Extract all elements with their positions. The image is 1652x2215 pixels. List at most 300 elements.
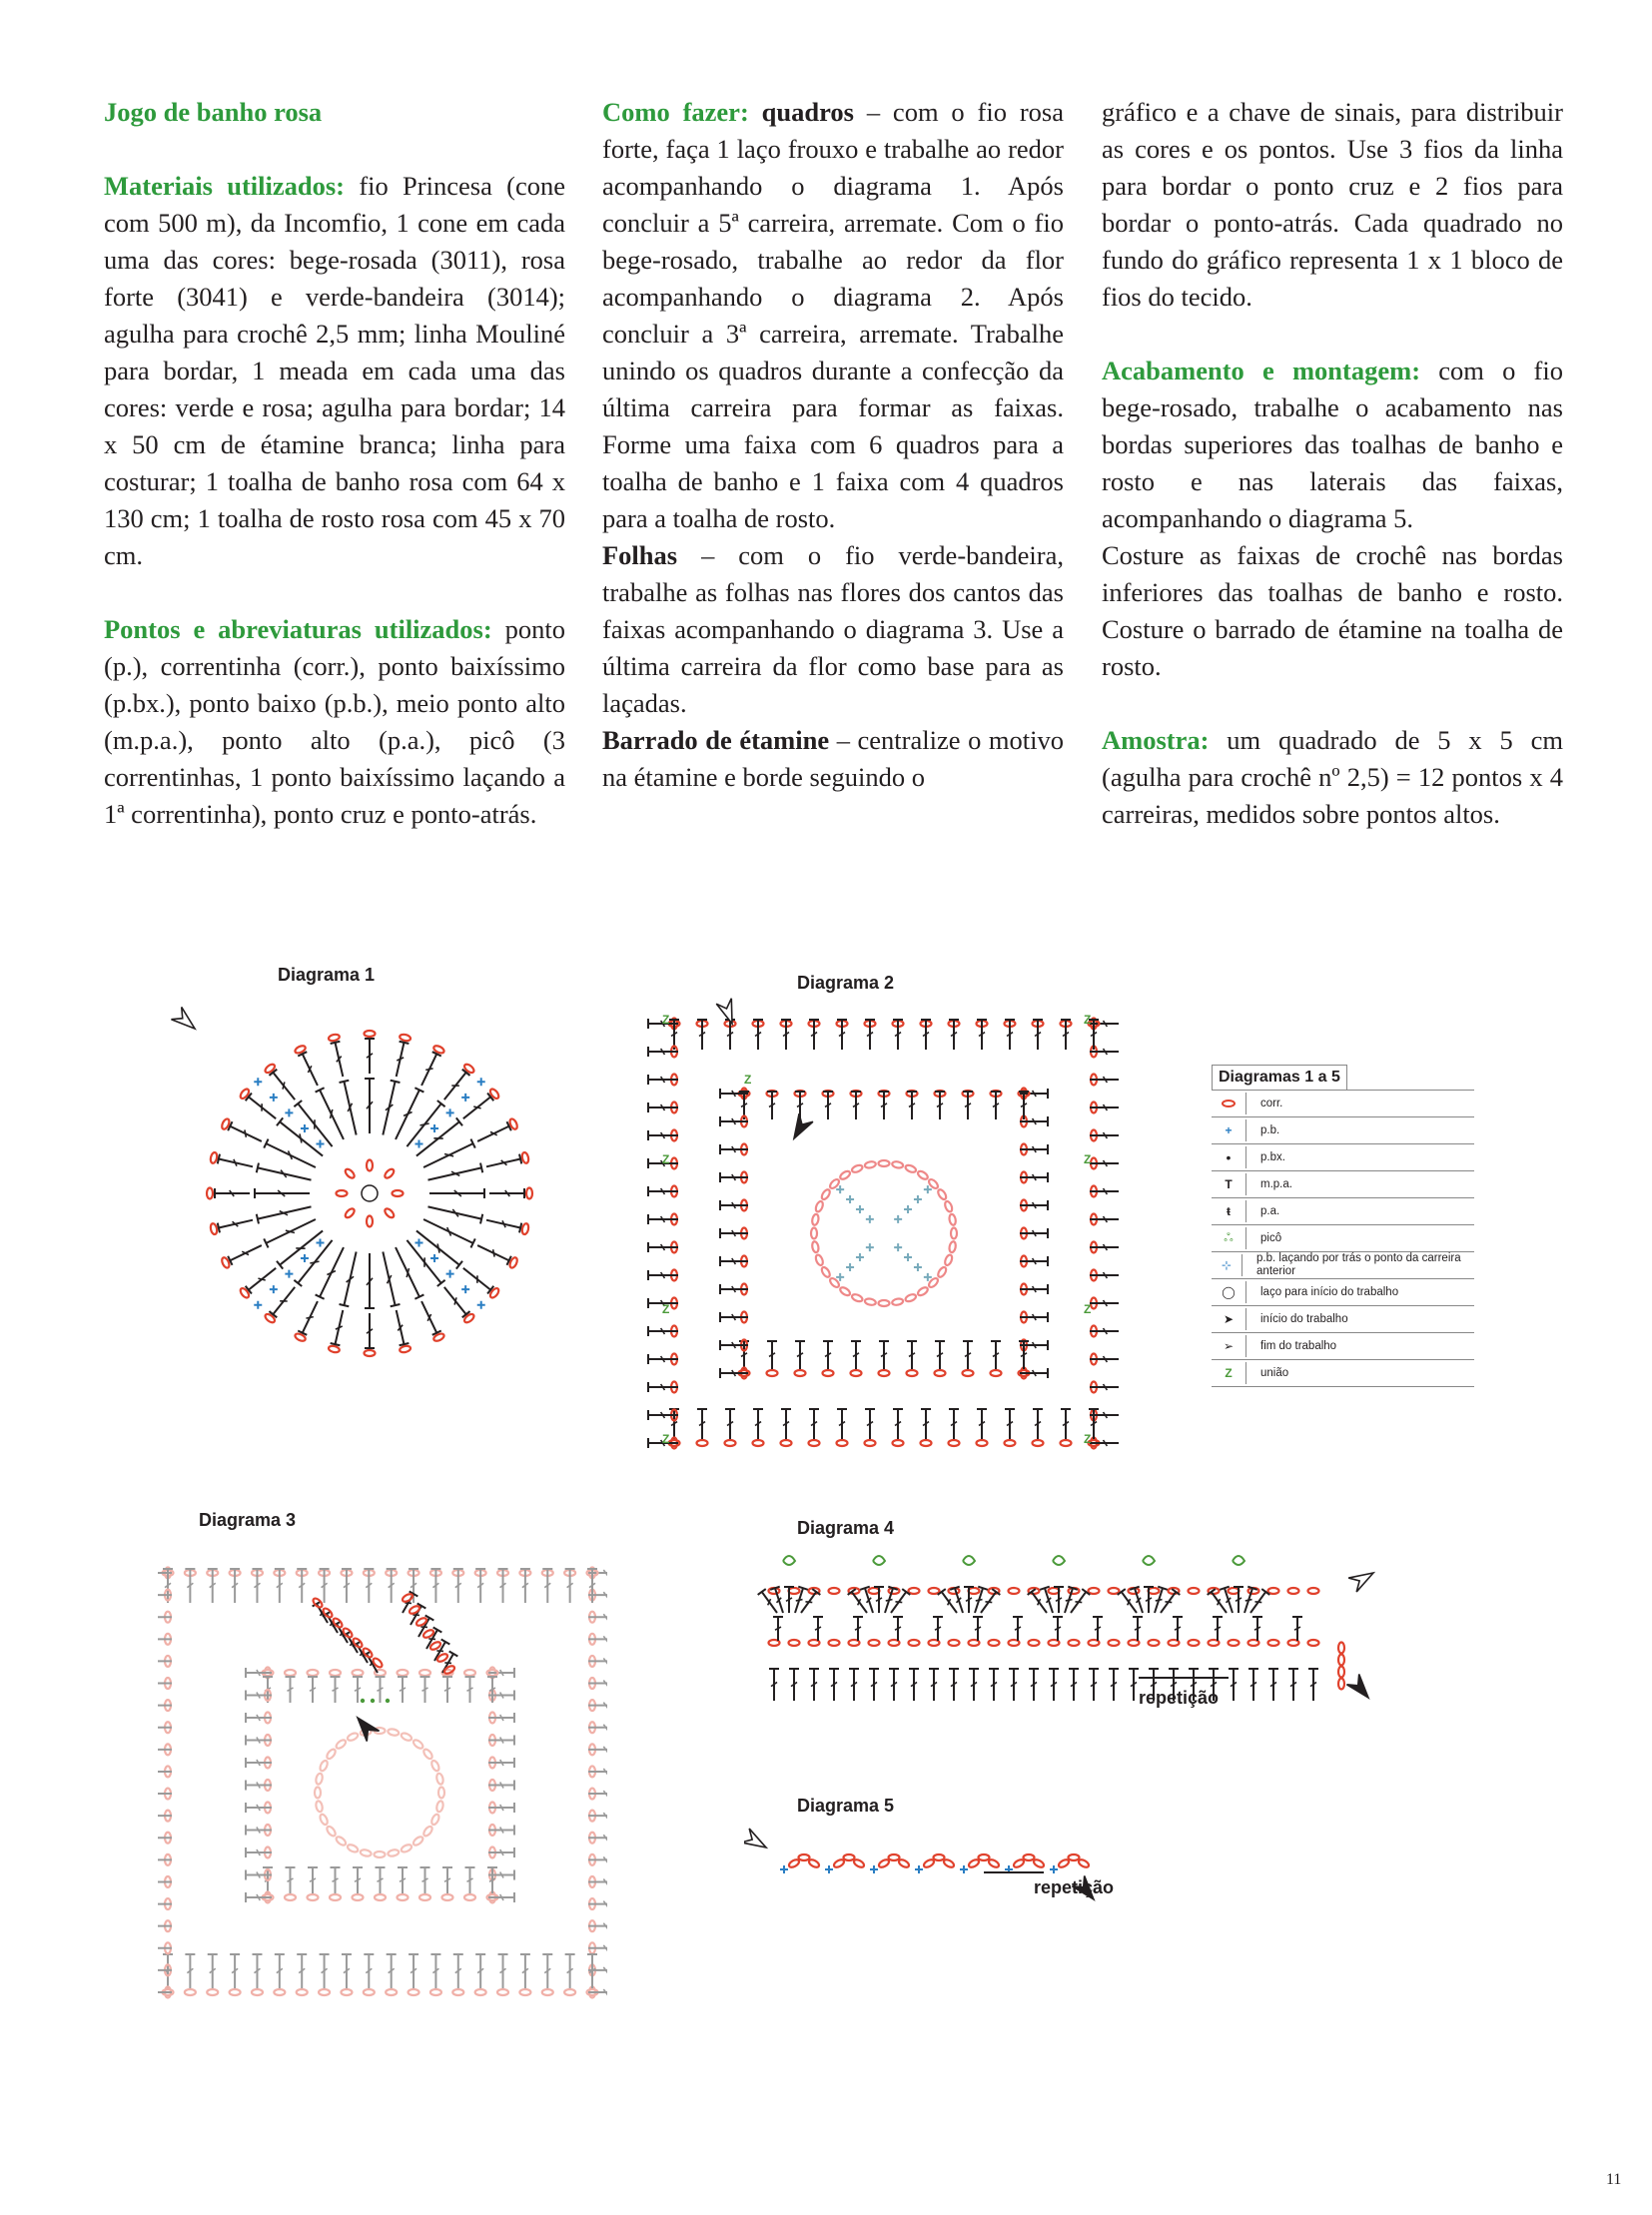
picot-icon <box>1233 1556 1244 1565</box>
chain-mark <box>412 1739 423 1751</box>
post-stitch-mark <box>286 1677 296 1703</box>
post-stitch-mark <box>1020 1228 1048 1238</box>
post-stitch-mark <box>498 1954 508 1988</box>
chain-mark <box>828 1177 840 1189</box>
post-stitch-mark <box>475 1569 485 1603</box>
post-stitch-mark <box>1213 1617 1223 1641</box>
post-stitch-mark <box>228 1241 264 1265</box>
chain-mark <box>308 1670 319 1676</box>
post-stitch-mark <box>331 1309 349 1345</box>
post-stitch-mark <box>1229 1669 1239 1701</box>
plus-stitch-mark <box>254 1078 262 1086</box>
chain-mark <box>330 1670 341 1676</box>
chain-mark <box>341 1989 352 1995</box>
post-stitch-mark <box>320 1954 330 1988</box>
chain-mark <box>430 1760 440 1773</box>
chain-mark <box>865 1440 876 1446</box>
post-stitch-mark <box>417 1299 441 1335</box>
join-z-icon: Z <box>1084 1152 1092 1166</box>
post-stitch-mark <box>487 1867 497 1893</box>
plus-stitch-mark <box>1050 1865 1058 1873</box>
post-stitch-mark <box>1248 1669 1258 1701</box>
chain-mark <box>1069 1640 1080 1646</box>
chain-mark <box>1229 1588 1239 1594</box>
picot-icon <box>1053 1556 1065 1565</box>
post-stitch-mark <box>277 1117 326 1159</box>
chain-mark <box>839 1286 851 1297</box>
chain-mark <box>1308 1640 1319 1646</box>
post-stitch-mark <box>588 1634 607 1644</box>
chain-mark <box>274 1989 285 1995</box>
diagram-4-chart <box>744 1553 1403 1723</box>
chain-mark <box>929 1588 940 1594</box>
post-stitch-mark <box>185 1569 195 1603</box>
chain-mark <box>365 1031 376 1037</box>
post-stitch-mark <box>246 1781 272 1791</box>
chain-mark <box>809 1440 820 1446</box>
legend-table <box>1212 1090 1474 1387</box>
diagram-4-title: Diagrama 4 <box>797 1518 895 1538</box>
post-stitch-mark <box>185 1954 195 1988</box>
chain-mark <box>789 1640 800 1646</box>
post-stitch-mark <box>340 1081 362 1136</box>
chain-mark <box>285 1894 296 1900</box>
chain-mark <box>207 1188 213 1199</box>
post-stitch-mark <box>588 1612 607 1622</box>
chain-mark <box>869 1640 880 1646</box>
stitches-heading: Pontos e abreviaturas utilizados: <box>104 614 492 644</box>
post-stitch-mark <box>879 1341 889 1369</box>
plus-stitch-mark <box>894 1243 902 1251</box>
post-stitch-mark <box>1268 1669 1278 1701</box>
post-stitch-mark <box>294 1101 336 1149</box>
post-stitch-mark <box>989 1669 999 1701</box>
post-stitch-mark <box>753 1409 763 1439</box>
chain-mark <box>497 1989 508 1995</box>
post-stitch-mark <box>769 1669 779 1701</box>
chain-mark <box>851 1293 863 1303</box>
legend-row <box>1212 1306 1474 1333</box>
chain-mark <box>1268 1588 1279 1594</box>
post-stitch-mark <box>1020 1284 1048 1294</box>
post-stitch-mark <box>753 1020 763 1050</box>
plus-stitch-mark <box>301 1124 309 1132</box>
post-stitch-mark <box>949 1669 959 1701</box>
post-stitch-mark <box>404 1237 445 1286</box>
chain-mark <box>521 1151 529 1163</box>
post-stitch-mark <box>1061 1409 1071 1439</box>
post-stitch-mark <box>1252 1617 1262 1641</box>
post-stitch-mark <box>1020 1312 1048 1322</box>
post-stitch-mark <box>1292 1617 1302 1641</box>
plus-stitch-mark <box>430 1124 438 1132</box>
post-stitch-mark <box>929 1669 939 1701</box>
post-stitch-mark <box>353 1677 363 1703</box>
post-stitch-mark <box>853 1617 863 1641</box>
post-stitch-mark <box>588 1679 607 1689</box>
post-stitch-mark <box>246 1758 272 1768</box>
post-stitch-mark <box>277 1227 326 1269</box>
chain-mark <box>464 1670 475 1676</box>
post-stitch-mark <box>697 1020 707 1050</box>
post-stitch-mark <box>453 1569 463 1603</box>
post-stitch-mark <box>429 1188 484 1198</box>
post-stitch-mark <box>488 1781 514 1791</box>
post-stitch-mark <box>1173 1617 1183 1641</box>
join-z-icon: Z <box>662 1013 670 1027</box>
post-stitch-mark <box>648 1186 678 1196</box>
start-arrow-icon <box>744 1829 770 1854</box>
post-stitch-mark <box>1033 1409 1043 1439</box>
chain-mark <box>1109 1588 1120 1594</box>
plus-stitch-mark <box>960 1865 968 1873</box>
finishing-heading: Acabamento e montagem: <box>1102 356 1421 385</box>
post-stitch-mark <box>331 1867 341 1893</box>
post-stitch-mark <box>837 1020 847 1050</box>
post-stitch-mark <box>1020 1172 1048 1182</box>
post-stitch-mark <box>949 1020 959 1050</box>
chain-mark <box>944 1254 954 1266</box>
plus-stitch-mark <box>446 1270 454 1278</box>
picot-icon <box>1143 1556 1155 1565</box>
chain-mark <box>823 1370 834 1376</box>
post-stitch-mark <box>697 1409 707 1439</box>
post-stitch-mark <box>488 1713 514 1723</box>
end-arrow-icon <box>787 1113 813 1142</box>
chain-mark <box>927 1177 939 1189</box>
chain-mark <box>401 1844 413 1853</box>
post-stitch-mark <box>1093 1617 1103 1641</box>
chain-mark <box>879 1300 890 1306</box>
post-stitch-mark <box>320 1569 330 1603</box>
post-stitch-mark <box>392 1309 410 1345</box>
chain-mark <box>344 1167 356 1179</box>
post-stitch-mark <box>977 1409 987 1439</box>
legend-label: início do trabalho <box>1260 1312 1348 1325</box>
post-stitch-mark <box>420 1867 430 1893</box>
chain-mark <box>988 1858 1001 1869</box>
chain-mark <box>308 1894 319 1900</box>
post-stitch-mark <box>426 1163 482 1185</box>
post-stitch-mark <box>991 1341 1001 1369</box>
plus-icon: + <box>1212 1119 1246 1141</box>
post-stitch-mark <box>420 1677 430 1703</box>
post-stitch-mark <box>430 1569 440 1603</box>
post-stitch-mark <box>365 1253 375 1308</box>
post-stitch-mark <box>392 1245 424 1299</box>
post-stitch-mark <box>297 1954 307 1988</box>
plus-stitch-mark <box>477 1301 485 1309</box>
legend-label: p.b. laçando por trás o ponto da carreira anterior <box>1256 1252 1461 1277</box>
post-stitch-mark <box>893 1020 903 1050</box>
chain-mark <box>789 1588 800 1594</box>
join-z-icon: Z <box>662 1152 670 1166</box>
post-stitch-mark <box>1029 1669 1039 1701</box>
leaves-text: – com o fio verde-bandeira, trabalhe as folhas nas flores dos cantos das faixas acompanhando o diagrama 3. Use a última carreira da flor como base para as laçadas. <box>602 540 1064 718</box>
finishing-text: com o fio bege-rosado, trabalhe o acabamento nas bordas superiores das toalhas de banho e rosto e nas laterais das faixas, acompanhando o diagrama 5. <box>1102 356 1563 533</box>
post-stitch-mark <box>874 1587 884 1613</box>
post-stitch-mark <box>1053 1617 1063 1641</box>
plus-stitch-mark <box>270 1094 278 1102</box>
post-stitch-mark <box>648 1075 678 1085</box>
post-stitch-mark <box>387 1954 397 1988</box>
plus-stitch-mark <box>430 1254 438 1262</box>
chain-mark <box>943 1858 956 1869</box>
post-stitch-mark <box>488 1826 514 1836</box>
chain-mark <box>521 1223 529 1235</box>
legend-label: união <box>1260 1366 1289 1379</box>
post-stitch-mark <box>648 1103 678 1112</box>
post-stitch-mark <box>1005 1409 1015 1439</box>
post-stitch-mark <box>1090 1186 1119 1196</box>
finishing-paragraph <box>1102 353 1563 537</box>
chain-mark <box>475 1989 486 1995</box>
legend-title: Diagramas 1 a 5 <box>1212 1065 1347 1090</box>
diagram-1-chart <box>170 994 569 1393</box>
post-stitch-mark <box>773 1617 783 1641</box>
chain-mark <box>892 1298 904 1306</box>
chain-mark <box>935 1370 946 1376</box>
post-stitch-mark <box>257 1163 313 1185</box>
post-stitch-mark <box>969 1669 979 1701</box>
legend-label: p.a. <box>1260 1204 1280 1217</box>
plus-stitch-mark <box>846 1195 854 1203</box>
legend-box <box>1212 1065 1474 1387</box>
legend-row <box>1212 1144 1474 1171</box>
post-stitch-mark <box>1133 1617 1143 1641</box>
picot-icon <box>783 1556 795 1565</box>
post-stitch-mark <box>781 1020 791 1050</box>
post-stitch-mark <box>865 1020 875 1050</box>
post-stitch-mark <box>767 1341 777 1369</box>
post-stitch-mark <box>392 1088 424 1141</box>
chain-mark <box>989 1640 1000 1646</box>
post-stitch-mark <box>1090 1382 1119 1392</box>
post-stitch-mark <box>1009 1669 1019 1701</box>
legend-row <box>1212 1252 1474 1279</box>
chain-mark <box>944 1200 954 1212</box>
join-z-icon: Z <box>1084 1302 1092 1316</box>
chain-mark <box>319 1989 330 1995</box>
post-stitch-mark <box>588 1656 607 1666</box>
legend-row <box>1212 1279 1474 1306</box>
post-stitch-mark <box>475 1954 485 1988</box>
post-stitch-mark <box>949 1409 959 1439</box>
chain-mark <box>837 1440 848 1446</box>
end-arrow-icon: ➢ <box>1212 1335 1246 1357</box>
post-stitch-mark <box>316 1088 349 1141</box>
post-stitch-mark <box>829 1669 839 1701</box>
picot-icon <box>873 1556 885 1565</box>
plus-stitch-mark <box>477 1078 485 1086</box>
post-stitch-mark <box>795 1341 805 1369</box>
post-stitch-mark <box>784 1587 794 1613</box>
chain-mark <box>767 1370 778 1376</box>
chain-mark <box>230 1989 241 1995</box>
sample-heading: Amostra: <box>1102 725 1210 755</box>
chain-mark <box>375 1851 386 1857</box>
post-stitch-mark <box>485 1154 521 1172</box>
chain-mark <box>1338 1679 1344 1690</box>
post-stitch-mark <box>331 1042 349 1078</box>
sample-text: um quadrado de 5 x 5 cm (agulha para crochê nº 2,5) = 12 pontos x 4 carreiras, medidos sobre pontos altos. <box>1102 725 1563 829</box>
chain-mark <box>365 1350 376 1356</box>
article-title: Jogo de banho rosa <box>104 97 323 127</box>
chain-mark <box>934 1854 945 1860</box>
post-stitch-mark <box>286 1867 296 1893</box>
post-stitch-mark <box>475 1121 511 1145</box>
chain-mark <box>297 1989 308 1995</box>
post-stitch-mark <box>376 1867 386 1893</box>
chain-mark <box>319 1814 329 1827</box>
post-stitch-mark <box>789 1669 799 1701</box>
chain-mark <box>781 1440 792 1446</box>
post-stitch-mark <box>264 1139 318 1172</box>
post-stitch-mark <box>378 1081 400 1136</box>
diagram-4-repeat-label: repetição <box>1139 1688 1220 1708</box>
post-stitch-mark <box>588 1723 607 1733</box>
chain-mark <box>937 1188 948 1200</box>
post-stitch-mark <box>1144 1587 1154 1613</box>
post-stitch-mark <box>909 1669 919 1701</box>
post-stitch-mark <box>837 1409 847 1439</box>
chain-mark <box>409 1989 419 1995</box>
chain-mark <box>419 1670 430 1676</box>
materials-text: fio Princesa (cone com 500 m), da Incomfio, 1 cone em cada uma das cores: bege-rosada (3011), rosa forte (3041) e verde-bandeira (3014); agulha para crochê 2,5 mm; linha Mouliné para bordar, 1 meada em cada uma das cores: verde e rosa; agulha para bordar; 14 x 50 cm de étamine branca; linha para costurar; 1 toalha de banho rosa com 64 x 130 cm; 1 toalha de rosto rosa com 45 x 70 cm. <box>104 171 565 570</box>
chain-mark <box>829 1588 840 1594</box>
chain-mark <box>1029 1640 1040 1646</box>
chain-mark <box>210 1223 218 1235</box>
chain-mark <box>452 1989 463 1995</box>
post-stitch-mark <box>365 1079 375 1133</box>
chain-mark <box>398 1670 409 1676</box>
chain-mark <box>949 1213 957 1225</box>
post-stitch-mark <box>1090 1214 1119 1224</box>
post-stitch-mark <box>1089 1669 1099 1701</box>
post-stitch-mark <box>588 1943 607 1953</box>
post-stitch-mark <box>520 1954 530 1988</box>
picot-icon: ஃ <box>1212 1227 1246 1249</box>
post-stitch-mark <box>365 1313 375 1348</box>
squares-paragraph <box>602 94 1064 537</box>
legend-row <box>1212 1333 1474 1360</box>
post-stitch-mark <box>246 1713 272 1723</box>
post-stitch-mark <box>298 1299 322 1335</box>
post-stitch-mark <box>588 1701 607 1711</box>
chain-mark <box>814 1200 824 1212</box>
post-stitch-mark <box>275 1954 285 1988</box>
post-stitch-mark <box>364 1569 374 1603</box>
post-stitch-mark <box>430 1954 440 1988</box>
post-stitch-mark <box>308 1677 318 1703</box>
chain-mark <box>419 1894 430 1900</box>
legend-row <box>1212 1225 1474 1252</box>
chain-mark <box>1338 1667 1344 1678</box>
chain-mark <box>542 1989 553 1995</box>
post-stitch-mark <box>588 1921 607 1931</box>
chain-mark <box>1149 1588 1160 1594</box>
plus-stitch-mark <box>317 1238 325 1246</box>
post-stitch-mark <box>893 1409 903 1439</box>
chain-mark <box>949 1640 960 1646</box>
post-stitch-mark <box>275 1569 285 1603</box>
chain-mark <box>864 1298 876 1306</box>
plus-stitch-mark <box>461 1094 469 1102</box>
diagram-5-repeat-label: repetição <box>1034 1877 1115 1897</box>
chain-mark <box>878 1858 891 1869</box>
chain-mark <box>795 1370 806 1376</box>
chain-mark <box>898 1858 911 1869</box>
post-stitch-mark <box>648 1326 678 1336</box>
plus-stitch-mark <box>317 1140 325 1148</box>
diagram-2-title: Diagrama 2 <box>797 973 895 993</box>
post-stitch-mark <box>720 1256 748 1266</box>
plus-stitch-mark <box>914 1263 922 1271</box>
chain-mark <box>347 1732 360 1742</box>
chain-mark <box>725 1440 736 1446</box>
chain-mark <box>799 1854 810 1860</box>
post-stitch-mark <box>720 1200 748 1210</box>
post-stitch-mark <box>725 1409 735 1439</box>
chain-mark <box>963 1370 974 1376</box>
post-stitch-mark <box>865 1409 875 1439</box>
chain-mark <box>207 1989 218 1995</box>
squares-heading: quadros <box>748 97 854 127</box>
chain-mark <box>869 1588 880 1594</box>
post-stitch-mark <box>294 1237 336 1286</box>
chain-mark <box>519 1989 530 1995</box>
post-stitch-mark <box>353 1867 363 1893</box>
chain-mark <box>991 1370 1002 1376</box>
post-stitch-mark <box>364 1954 374 1988</box>
start-arrow-icon <box>171 1007 200 1035</box>
post-stitch-mark <box>1090 1354 1119 1364</box>
back-loop-plus-icon: ⊹ <box>1212 1254 1242 1276</box>
post-stitch-mark <box>387 1569 397 1603</box>
post-stitch-mark <box>208 1954 218 1988</box>
legend-row <box>1212 1171 1474 1198</box>
post-stitch-mark <box>588 1789 607 1799</box>
post-stitch-mark <box>246 1826 272 1836</box>
chain-mark <box>879 1160 890 1166</box>
post-stitch-mark <box>252 1954 262 1988</box>
post-stitch-mark <box>218 1154 254 1172</box>
post-stitch-mark <box>264 1215 318 1248</box>
post-stitch-mark <box>809 1020 819 1050</box>
post-stitch-mark <box>1020 1144 1048 1154</box>
page-number: 11 <box>1606 2171 1622 2188</box>
diagram-3-title: Diagrama 3 <box>199 1510 297 1530</box>
chain-mark <box>564 1989 575 1995</box>
chain-mark <box>949 1241 957 1253</box>
post-stitch-mark <box>720 1312 748 1322</box>
chain-mark <box>829 1640 840 1646</box>
chain-mark <box>820 1188 831 1200</box>
post-stitch-mark <box>465 1867 475 1893</box>
post-stitch-mark <box>935 1341 945 1369</box>
continuation-paragraph: gráfico e a chave de sinais, para distribuir as cores e os pontos. Use 3 fios da linha para bordar o ponto cruz e 2 fios para bordar o ponto-atrás. Cada quadrado no fundo do gráfico representa 1 x 1 bloco de fios do tecido. <box>1102 97 1563 312</box>
post-stitch-mark <box>413 1117 462 1159</box>
materials-paragraph <box>104 168 565 574</box>
plus-stitch-mark <box>270 1285 278 1293</box>
post-stitch-mark <box>588 1745 607 1755</box>
chain-mark <box>210 1151 218 1163</box>
plus-stitch-mark <box>301 1254 309 1262</box>
legend-row <box>1212 1198 1474 1225</box>
materials-heading: Materiais utilizados: <box>104 171 345 201</box>
plus-stitch-mark <box>825 1865 833 1873</box>
post-stitch-mark <box>588 1876 607 1886</box>
